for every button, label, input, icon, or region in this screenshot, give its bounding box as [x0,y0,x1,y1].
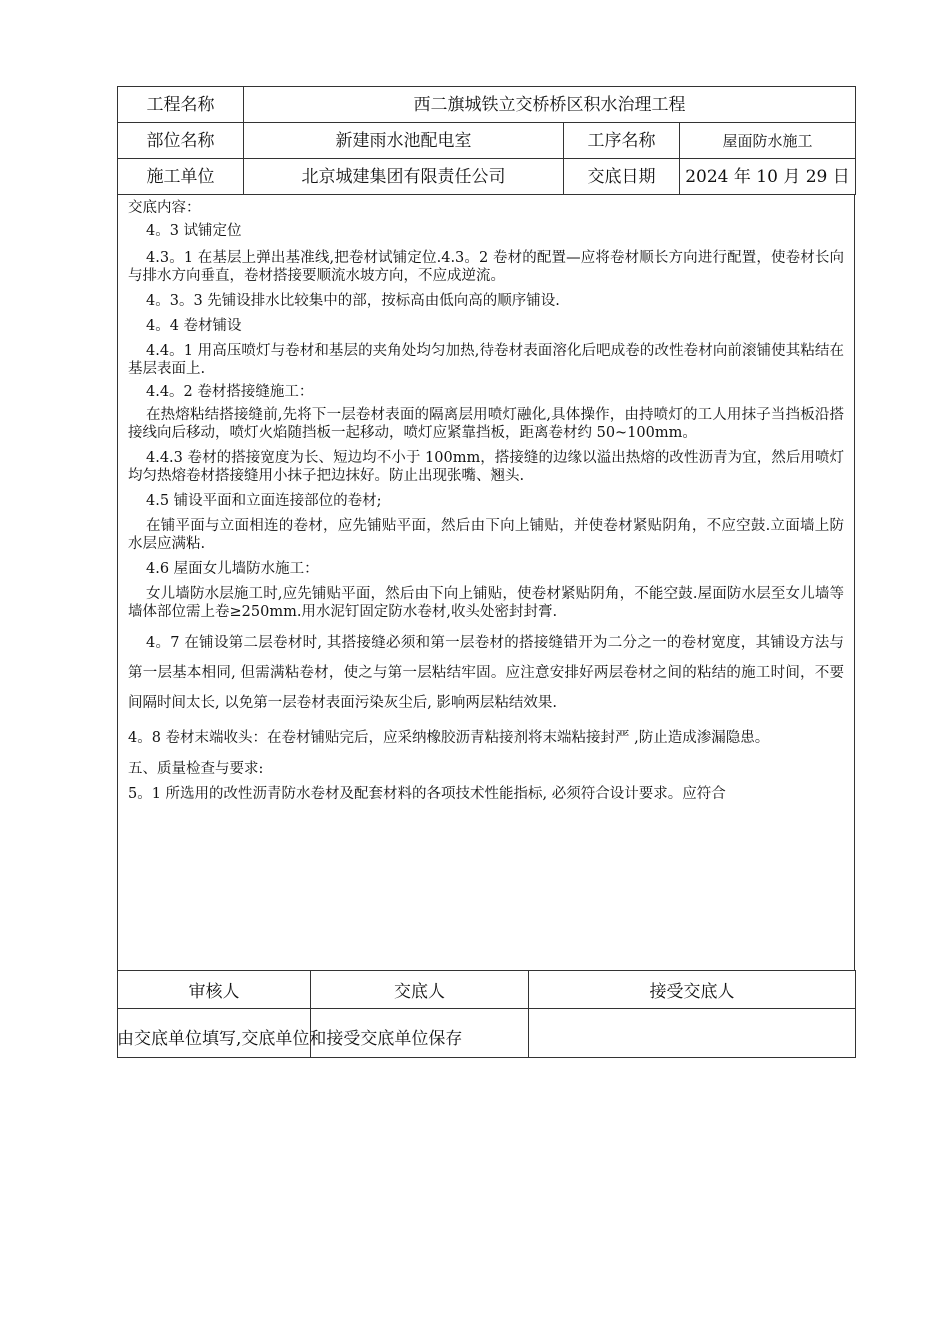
project-label: 工程名称 [118,87,244,123]
quality-heading: 五、质量检查与要求: [128,761,264,777]
paragraph: 4.4。1 用高压喷灯与卷材和基层的夹角处均匀加热,待卷材表面溶化后吧成卷的改性卷材向前滚铺使其粘结在基层表面上. [128,343,844,377]
disclosure-form [117,86,855,1058]
part-row [118,123,856,159]
paragraph: 5。1 所选用的改性沥青防水卷材及配套材料的各项技术性能指标, 必须符合设计要求。应符合 [128,786,726,802]
part-label: 部位名称 [118,123,244,159]
content-intro: 交底内容： [128,200,201,216]
paragraph: 4.3。1 在基层上弹出基准线,把卷材试铺定位.4.3。2 卷材的配置—应将卷材顺长方向进行配置，使卷材长向与排水方向垂直，卷材搭接要顺流水坡方向，不应成逆流。 [128,250,844,284]
paragraph: 4.6 屋面女儿墙防水施工： [146,561,319,577]
paragraph: 4。7 在铺设第二层卷材时, 其搭接缝必须和第一层卷材的搭接缝错开为二分之一的卷材宽度，其铺设方法与第一层基本相同, 但需满粘卷材，使之与第一层粘结牢固。应注意安排好两层卷材之间的粘结的施工时间，不要间隔时间太长, 以免第一层卷材表面污染灰尘后, 影响两层粘结效果. [128,635,844,711]
paragraph: 4。4 卷材铺设 [146,318,242,334]
project-value: 西二旗城铁立交桥桥区积水治理工程 [244,87,856,123]
unit-row [118,159,856,195]
paragraph: 4。8 卷材末端收头：在卷材铺贴完后，应采纳橡胶沥青粘接剂将末端粘接封严 ,防止造成渗漏隐患。 [128,730,770,746]
date-value: 2024 年 10 月 29 日 [680,159,856,195]
paragraph: 4.4.3 卷材的搭接宽度为长、短边均不小于 100mm，搭接缝的边缘以溢出热熔的改性沥青为宜，然后用喷灯均匀热熔卷材搭接缝用小抹子把边抹好。防止出现张嘴、翘头. [128,450,844,484]
receiver-label: 接受交底人 [529,971,856,1009]
paragraph: 4.4。2 卷材搭接缝施工： [146,384,314,400]
paragraph: 在热熔粘结搭接缝前,先将下一层卷材表面的隔离层用喷灯融化,具体操作，由持喷灯的工人用抹子当挡板沿搭接线向后移动，喷灯火焰随挡板一起移动，喷灯应紧靠挡板，距离卷材约 50~100mm。 [128,407,844,441]
reviewer-label: 审核人 [118,971,311,1009]
header-table [117,86,856,195]
unit-label: 施工单位 [118,159,244,195]
receiver-signature-field[interactable] [529,1009,856,1058]
paragraph: 4.5 铺设平面和立面连接部位的卷材; [146,493,382,509]
paragraph: 4。3。3 先铺设排水比较集中的部，按标高由低向高的顺序铺设. [146,293,560,309]
paragraph: 4。3 试铺定位 [146,223,242,239]
footer-note: 由交底单位填写,交底单位和接受交底单位保存 [117,1029,463,1049]
paragraph: 女儿墙防水层施工时,应先铺贴平面，然后由下向上铺贴，使卷材紧贴阴角，不能空鼓.屋面防水层至女儿墙等墙体部位需上卷≥250mm.用水泥钉固定防水卷材,收头处密封封膏. [128,586,844,620]
paragraph: 在铺平面与立面相连的卷材，应先铺贴平面，然后由下向上铺贴，并使卷材紧贴阴角，不应空鼓.立面墙上防水层应满粘. [128,518,844,552]
date-label: 交底日期 [564,159,680,195]
discloser-label: 交底人 [311,971,529,1009]
process-label: 工序名称 [564,123,680,159]
unit-value: 北京城建集团有限责任公司 [244,159,564,195]
part-value: 新建雨水池配电室 [244,123,564,159]
process-value: 屋面防水施工 [680,123,856,159]
project-row [118,87,856,123]
disclosure-content [117,195,855,970]
signature-labels-row [118,971,856,1009]
